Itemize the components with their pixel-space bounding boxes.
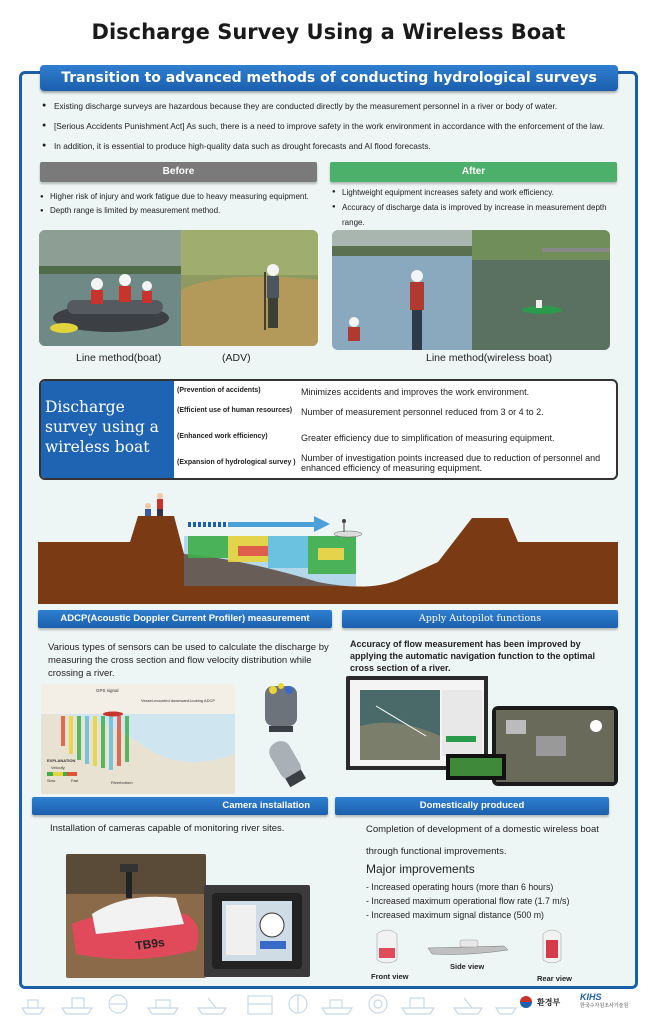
side-view-caption: Side view (450, 962, 485, 971)
kihs-subtitle: 한국수자원조사기술원 (580, 1003, 629, 1009)
improvement-item: - Increased operating hours (more than 6 hours) (366, 882, 554, 892)
after-bullet-list (332, 185, 617, 230)
autopilot-description: Accuracy of flow measurement has been improved by applying the automatic navigation function to the optimal cross section of a river. (350, 639, 596, 673)
adcp-header: ADCP(Acoustic Doppler Current Profiler) measurement (38, 610, 332, 628)
section-banner: Transition to advanced methods of conducting hydrological surveys (40, 65, 618, 91)
benefit-label: (Enhanced work efficiency) (177, 433, 268, 440)
rear-view-image (538, 926, 566, 968)
side-view-image (424, 934, 510, 958)
legend-velocity: Velocity (51, 765, 65, 770)
vessel-label: Vessel-mounted downward-looking ADCP (141, 698, 216, 703)
after-bullet: ● Accuracy of discharge data is improved by increase in measurement depth range. (332, 200, 617, 230)
domestic-header: Domestically produced (335, 797, 609, 815)
before-photo (39, 230, 318, 346)
camera-controller-photo (204, 885, 310, 977)
before-bullet: ● Depth range is limited by measurement method. (40, 204, 320, 218)
domestic-description: Completion of development of a domestic wireless boat through functional improvements. (366, 824, 599, 857)
benefit-value: Greater efficiency due to simplification of measuring equipment. (301, 433, 555, 443)
benefit-value: Number of measurement personnel reduced from 3 or 4 to 2. (301, 407, 544, 417)
gps-label: GPS signal (96, 688, 119, 693)
wireless-title: Discharge survey using a wireless boat (41, 381, 174, 478)
improvement-item: - Increased maximum signal distance (500 m) (366, 910, 544, 920)
adcp-sensor-image (255, 678, 315, 790)
intro-bullet-list (42, 100, 622, 160)
benefit-value: Number of investigation points increased due to reduction of personnel and enhanced efficiency of measuring equipment. (301, 453, 601, 473)
after-bullet: ● Lightweight equipment increases safety and work efficiency. (332, 185, 617, 200)
before-caption-left: Line method(boat) (76, 352, 162, 364)
camera-boat-photo (66, 854, 206, 978)
benefit-label: (Efficient use of human resources) (177, 407, 293, 414)
autopilot-header: Apply Autopilot functions (342, 610, 618, 628)
before-caption-right: (ADV) (222, 352, 251, 364)
ministry-name: 환경부 (537, 997, 561, 1007)
improvement-item: - Increased maximum operational flow rate (1.7 m/s) (366, 896, 570, 906)
improvements-block (366, 862, 616, 922)
after-caption: Line method(wireless boat) (426, 352, 553, 364)
camera-description: Installation of cameras capable of monitoring river sites. (50, 823, 285, 834)
camera-header: Camera installation (32, 797, 328, 815)
after-header: After (330, 162, 617, 182)
intro-bullet: ● [Serious Accidents Punishment Act] As such, there is a need to improve safety in the work environment in accordance with the enforcement of the law. (42, 120, 622, 140)
legend-fast: Fast (71, 779, 79, 783)
adcp-description: Various types of sensors can be used to calculate the discharge by measuring the cross section and flow velocity distribution while crossing a river. (48, 642, 329, 679)
before-header: Before (40, 162, 317, 182)
kihs-logo (580, 992, 640, 1009)
boat-label: TB9s (134, 935, 166, 953)
footer-decoration-icons (18, 990, 518, 1016)
adcp-diagram (41, 684, 235, 794)
before-bullet: ● Higher risk of injury and work fatigue due to heavy measuring equipment. (40, 190, 320, 204)
improvements-title: Major improvements (366, 862, 475, 876)
ministry-emblem-icon (518, 994, 534, 1010)
legend-slow: Slow (47, 779, 56, 783)
improvements-list (366, 880, 616, 922)
wireless-benefits-box (39, 379, 618, 480)
front-view-caption: Front view (371, 972, 409, 981)
intro-bullet: ● Existing discharge surveys are hazardous because they are conducted directly by the measurement personnel in a river or body of water. (42, 100, 622, 120)
autopilot-screens (346, 676, 618, 786)
riverbottom-label: Riverbottom (111, 780, 133, 785)
legend-title: EXPLANATION (47, 758, 76, 763)
ministry-logo (518, 994, 560, 1010)
rear-view-caption: Rear view (537, 974, 573, 983)
before-bullet-list (40, 190, 320, 218)
benefit-label: (Expansion of hydrological survey ) (177, 459, 296, 466)
after-photo (332, 230, 610, 350)
kihs-name: KIHS (580, 992, 602, 1002)
intro-bullet: ● In addition, it is essential to produce high-quality data such as drought forecasts and AI flood forecasts. (42, 140, 622, 160)
river-cross-section-illustration (38, 492, 618, 604)
page-title: Discharge Survey Using a Wireless Boat (91, 20, 566, 44)
front-view-image (372, 926, 402, 968)
benefit-label: (Prevention of accidents) (177, 387, 261, 394)
benefit-value: Minimizes accidents and improves the work environment. (301, 387, 530, 397)
